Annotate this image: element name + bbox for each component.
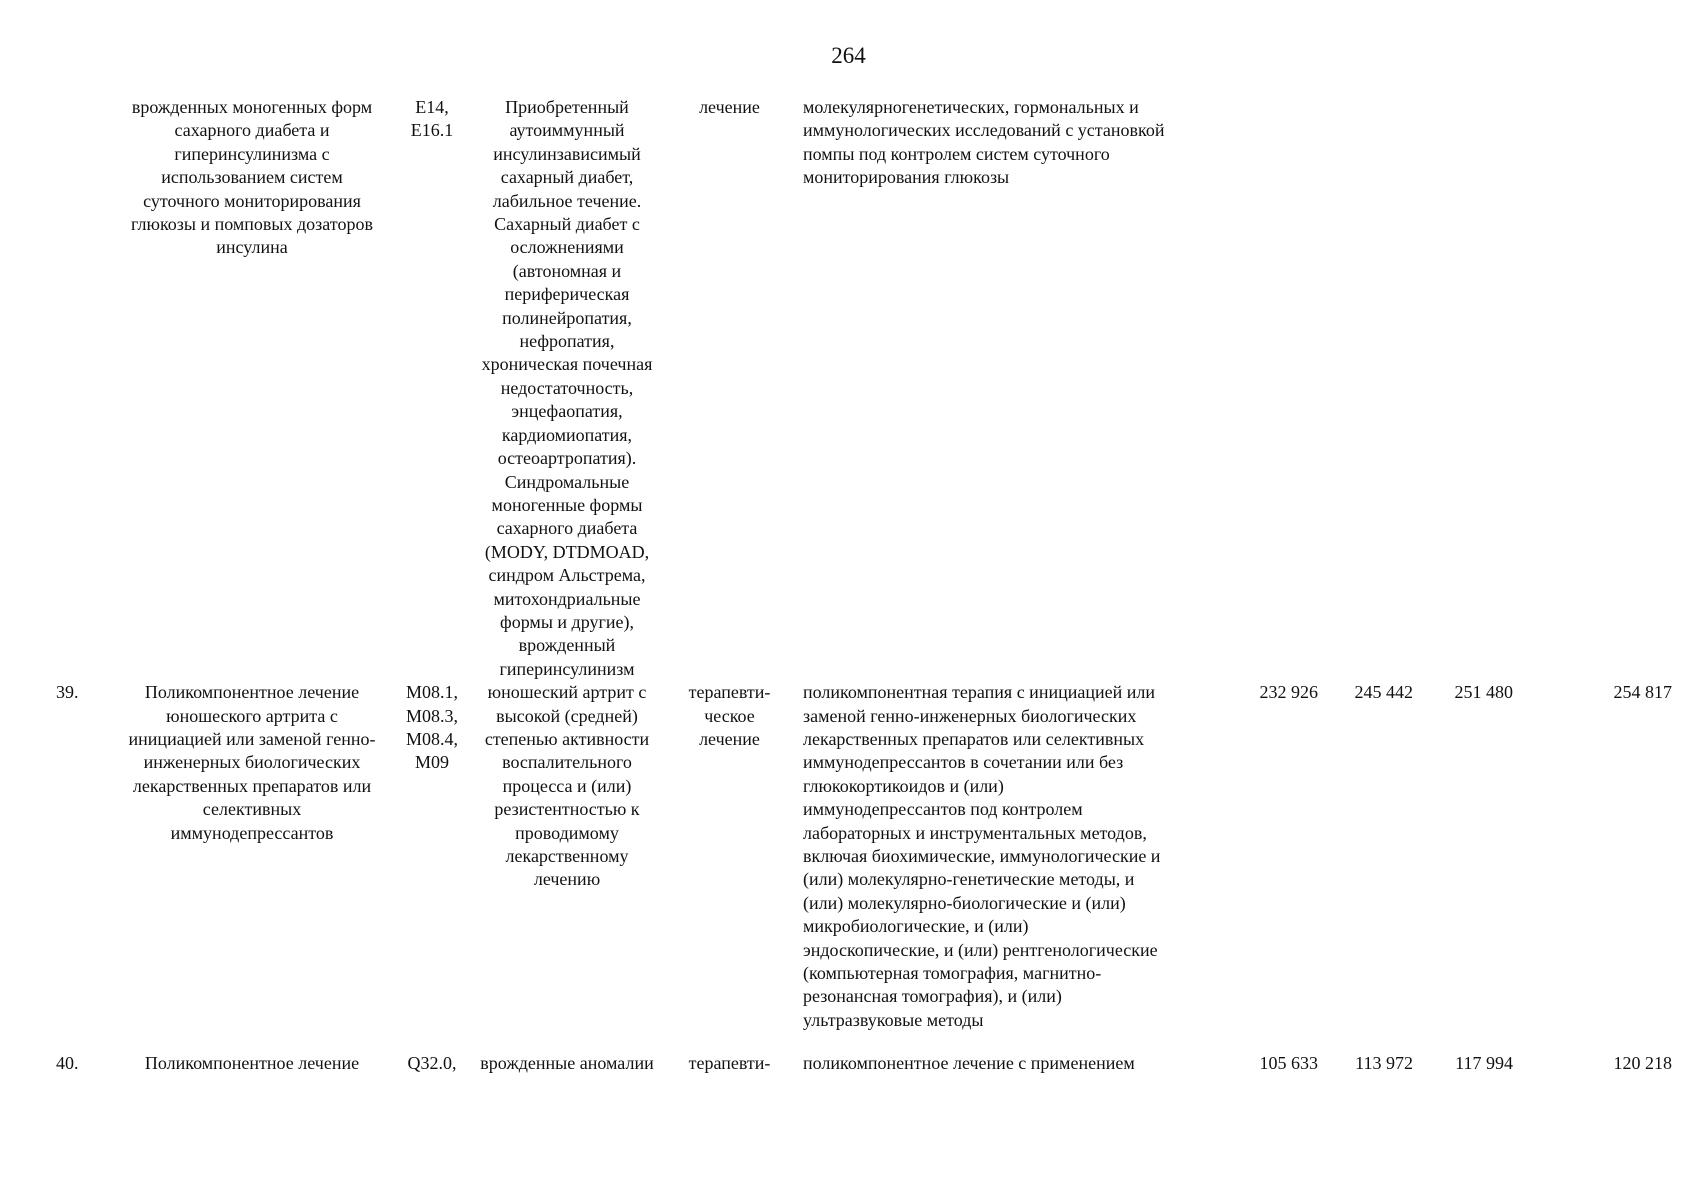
treatment-method-line: (или) молекулярно-генетические методы, и	[803, 869, 1135, 890]
treatment-type	[672, 1052, 787, 1075]
treatment-method-line: иммунодепрессантов в сочетании или без	[803, 752, 1124, 773]
patient-model-line: митохондриальные	[493, 588, 641, 609]
treatment-name-line: селективных	[202, 799, 302, 820]
price-year-2	[1322, 96, 1417, 681]
patient-model-line: недостаточность,	[500, 377, 634, 398]
treatment-method-line: включая биохимические, иммунологические и	[803, 846, 1161, 866]
treatment-type-line: терапевти-	[688, 1053, 771, 1074]
price-year-4	[1517, 96, 1678, 681]
patient-model-line: резистентностью к	[494, 799, 640, 820]
patient-model-line: врожденные аномалии	[480, 1053, 654, 1074]
patient-model-line: сахарный диабет,	[500, 167, 634, 188]
treatment-name-line: врожденных моногенных форм	[131, 97, 373, 117]
icd-codes-line: M08.3,	[405, 705, 458, 726]
treatment-method-line: помпы под контролем систем суточного	[803, 143, 1110, 164]
treatment-method-line: иммунологических исследований с установкой	[803, 120, 1165, 141]
treatment-type-line: терапевти-	[688, 682, 771, 703]
patient-model-line: формы и другие),	[500, 611, 634, 632]
treatment-type	[672, 96, 787, 681]
treatment-name-line: сахарного диабета и	[174, 120, 330, 141]
patient-model-line: процесса и (или)	[502, 775, 632, 796]
row-number: 39.	[56, 682, 79, 703]
patient-model-line: сахарного диабета	[496, 518, 638, 539]
treatment-type	[672, 681, 787, 1052]
price-year-2: 113 972	[1355, 1053, 1413, 1074]
icd-codes-line: M09	[414, 752, 449, 773]
treatment-method-line: молекулярногенетических, гормональных и	[803, 97, 1139, 117]
price-year-3: 117 994	[1455, 1053, 1513, 1074]
price-year-3	[1417, 96, 1517, 681]
treatment-name-line: использованием систем	[161, 167, 343, 188]
treatment-method-line: резонансная томография), и (или)	[803, 986, 1062, 1007]
icd-codes-line: E14,	[415, 97, 449, 117]
patient-model-line: гиперинсулинизм	[499, 658, 635, 679]
treatment-name	[102, 96, 402, 681]
patient-model-line: инсулинзависимый	[493, 143, 641, 164]
patient-model-line: проводимому	[515, 822, 619, 843]
icd-codes-line: Q32.0,	[407, 1053, 457, 1074]
treatment-name	[102, 681, 402, 1052]
patient-model-line: врожденный	[518, 635, 616, 656]
table-row	[48, 1052, 1678, 1075]
treatment-method-line: иммунодепрессантов под контролем	[803, 799, 1083, 820]
treatment-name-line: гиперинсулинизма с	[174, 143, 330, 164]
patient-model-line: кардиомиопатия,	[501, 424, 633, 445]
treatment-name	[102, 1052, 402, 1075]
patient-model-line: периферическая	[504, 284, 630, 305]
patient-model	[462, 1052, 672, 1075]
patient-model-line: лабильное течение.	[492, 190, 642, 211]
treatment-method-line: глюкокортикоидов и (или)	[803, 775, 1004, 796]
patient-model-line: нефропатия,	[519, 331, 615, 352]
treatment-method-line: лабораторных и инструментальных методов,	[803, 822, 1147, 843]
table-row	[48, 96, 1678, 681]
treatment-method-line: эндоскопические, и (или) рентгенологические	[803, 939, 1158, 960]
icd-codes-line: M08.1,	[405, 682, 458, 703]
price-year-3: 251 480	[1454, 682, 1513, 703]
treatment-method	[787, 1052, 1227, 1075]
patient-model-line: остеоартропатия).	[497, 448, 637, 469]
treatment-method-line: лекарственных препаратов или селективных	[803, 728, 1145, 749]
treatment-name-line: лекарственных препаратов или	[132, 775, 372, 796]
patient-model-line: хроническая почечная	[481, 354, 653, 375]
patient-model-line: Сахарный диабет с	[494, 214, 640, 235]
price-year-1: 232 926	[1259, 682, 1318, 703]
table-body	[48, 96, 1678, 1076]
patient-model-line: высокой (средней)	[496, 705, 638, 726]
treatment-method-line: поликомпонентное лечение с применением	[803, 1053, 1135, 1074]
patient-model-line: степенью активности	[484, 728, 650, 749]
patient-model	[462, 681, 672, 1052]
patient-model-line: моногенные формы	[491, 494, 643, 515]
treatment-method-line: (или) молекулярно-биологические и (или)	[803, 892, 1126, 913]
treatment-method-line: микробиологические, и (или)	[803, 916, 1029, 937]
treatment-name-line: суточного мониторирования	[143, 190, 361, 211]
price-year-4: 120 218	[1613, 1053, 1672, 1074]
treatment-name-line: юношеского артрита с	[166, 705, 338, 726]
icd-codes	[402, 681, 462, 1052]
treatment-type-line: лечение	[699, 728, 760, 749]
treatment-name-line: инсулина	[216, 237, 288, 258]
patient-model-line: осложнениями	[510, 237, 624, 258]
icd-codes	[402, 1052, 462, 1075]
treatment-name-line: глюкозы и помповых дозаторов	[131, 214, 373, 235]
treatment-name-line: инициацией или заменой генно-	[128, 728, 376, 749]
icd-codes-line: M08.4,	[405, 728, 458, 749]
treatment-method	[787, 96, 1227, 681]
treatment-method-line: мониторирования глюкозы	[803, 167, 1010, 188]
document-table	[48, 96, 1678, 1076]
patient-model-line: лекарственному	[505, 846, 629, 866]
price-year-1: 105 633	[1259, 1053, 1318, 1074]
patient-model-line: энцефаопатия,	[511, 401, 623, 422]
treatment-name-line: инженерных биологических	[143, 752, 361, 773]
treatment-name-line: Поликомпонентное лечение	[144, 682, 360, 703]
patient-model-line: (автономная и	[512, 260, 622, 281]
patient-model-line: Синдромальные	[504, 471, 630, 492]
price-year-2: 245 442	[1354, 682, 1413, 703]
patient-model-line: (MODY, DTDMOAD,	[484, 541, 650, 562]
patient-model-line: Приобретенный	[505, 97, 629, 117]
treatment-type-line: лечение	[699, 97, 760, 117]
table-row	[48, 681, 1678, 1052]
patient-model-line: юношеский артрит с	[487, 682, 647, 703]
price-year-1	[1227, 96, 1322, 681]
patient-model-line: воспалительного	[502, 752, 632, 773]
row-number	[48, 96, 102, 681]
patient-model-line: полинейропатия,	[502, 307, 632, 328]
treatment-method-line: заменой генно-инженерных биологических	[803, 705, 1137, 726]
patient-model-line: лечению	[533, 869, 601, 890]
treatment-method-line: ультразвуковые методы	[803, 1009, 984, 1030]
price-year-4: 254 817	[1613, 682, 1672, 703]
icd-codes-line: E16.1	[410, 120, 454, 141]
treatment-method-line: поликомпонентная терапия с инициацией или	[803, 682, 1155, 703]
treatment-name-line: Поликомпонентное лечение	[144, 1053, 360, 1074]
treatment-type-line: ческое	[704, 705, 755, 726]
treatment-name-line: иммунодепрессантов	[170, 822, 334, 843]
patient-model-line: синдром Альстрема,	[488, 565, 646, 586]
patient-model	[462, 96, 672, 681]
row-number: 40.	[56, 1053, 79, 1074]
treatment-method	[787, 681, 1227, 1052]
page-number: 264	[831, 43, 866, 68]
icd-codes	[402, 96, 462, 681]
patient-model-line: аутоиммунный	[509, 120, 625, 141]
treatment-method-line: (компьютерная томография, магнитно-	[803, 963, 1102, 984]
